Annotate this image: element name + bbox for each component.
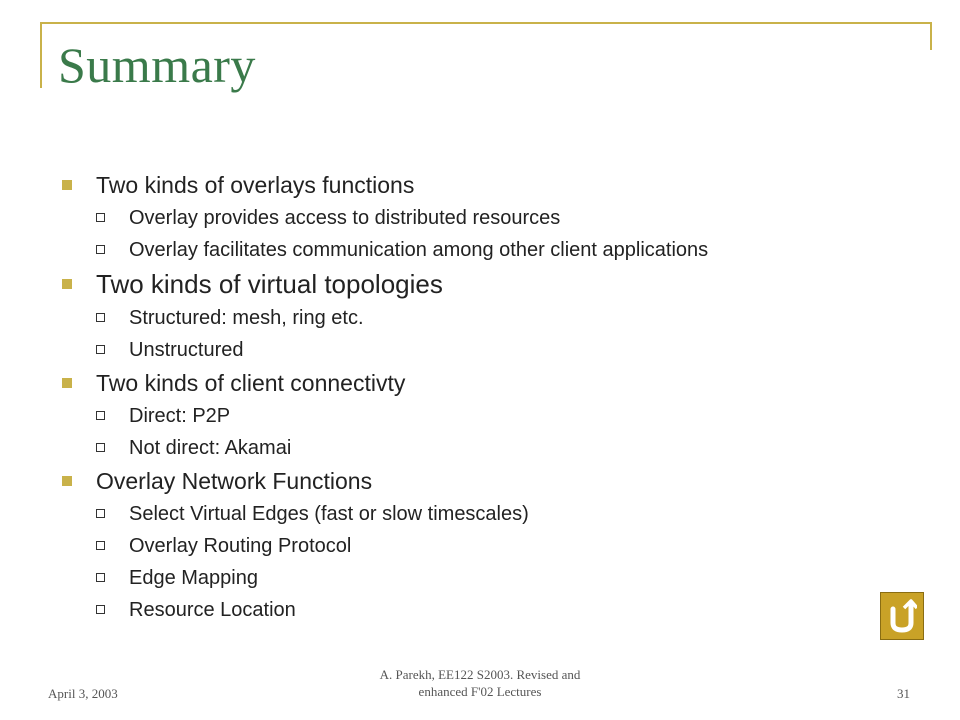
sub-bullet-text: Overlay provides access to distributed resources xyxy=(129,207,561,229)
return-arrow-icon xyxy=(887,599,917,633)
hollow-square-bullet-icon xyxy=(96,245,105,254)
square-bullet-icon xyxy=(62,279,72,289)
sub-bullet-item xyxy=(96,530,940,562)
bullet-item xyxy=(60,266,940,366)
hollow-square-bullet-icon xyxy=(96,345,105,354)
footer-credit xyxy=(330,666,630,700)
hollow-square-bullet-icon xyxy=(96,213,105,222)
sub-bullet-item xyxy=(96,202,940,234)
sub-bullet-item xyxy=(96,594,940,626)
sub-bullet-item xyxy=(96,498,940,530)
frame-left-rule xyxy=(40,22,42,88)
bullet-list xyxy=(60,168,940,626)
sub-bullet-text: Unstructured xyxy=(129,339,244,361)
bullet-item xyxy=(60,168,940,266)
footer-date: April 3, 2003 xyxy=(48,686,118,701)
hollow-square-bullet-icon xyxy=(96,573,105,582)
sub-bullet-text: Overlay facilitates communication among other client applications xyxy=(129,239,709,261)
bullet-item xyxy=(60,464,940,626)
bullet-text: Overlay Network Functions xyxy=(96,468,373,494)
hollow-square-bullet-icon xyxy=(96,541,105,550)
return-button[interactable] xyxy=(880,592,924,640)
bullet-text: Two kinds of virtual topologies xyxy=(96,269,443,299)
square-bullet-icon xyxy=(62,180,72,190)
sub-bullet-text: Structured: mesh, ring etc. xyxy=(129,307,364,329)
sub-bullet-item xyxy=(96,334,940,366)
hollow-square-bullet-icon xyxy=(96,509,105,518)
sub-bullet-text: Direct: P2P xyxy=(129,405,231,427)
footer-credit-line: A. Parekh, EE122 S2003. Revised and xyxy=(379,667,581,682)
bullet-item xyxy=(60,366,940,464)
sub-bullet-text: Resource Location xyxy=(129,599,296,621)
sub-bullet-text: Not direct: Akamai xyxy=(129,437,292,459)
hollow-square-bullet-icon xyxy=(96,605,105,614)
bullet-text: Two kinds of client connectivty xyxy=(96,370,406,396)
sub-bullet-item xyxy=(96,432,940,464)
slide-title: Summary xyxy=(58,37,256,93)
hollow-square-bullet-icon xyxy=(96,313,105,322)
bullet-text: Two kinds of overlays functions xyxy=(96,172,415,198)
sub-bullet-text: Edge Mapping xyxy=(129,567,258,589)
sub-bullet-item xyxy=(96,234,940,266)
square-bullet-icon xyxy=(62,378,72,388)
footer-credit-line: enhanced F'02 Lectures xyxy=(418,684,542,699)
sub-bullet-item xyxy=(96,302,940,334)
frame-top-rule xyxy=(40,22,932,24)
square-bullet-icon xyxy=(62,476,72,486)
sub-bullet-text: Overlay Routing Protocol xyxy=(129,535,352,557)
sub-bullet-item xyxy=(96,400,940,432)
sub-bullet-text: Select Virtual Edges (fast or slow timescales) xyxy=(129,503,529,525)
hollow-square-bullet-icon xyxy=(96,443,105,452)
page-number: 31 xyxy=(897,686,910,701)
frame-right-rule xyxy=(930,22,932,50)
sub-bullet-item xyxy=(96,562,940,594)
hollow-square-bullet-icon xyxy=(96,411,105,420)
